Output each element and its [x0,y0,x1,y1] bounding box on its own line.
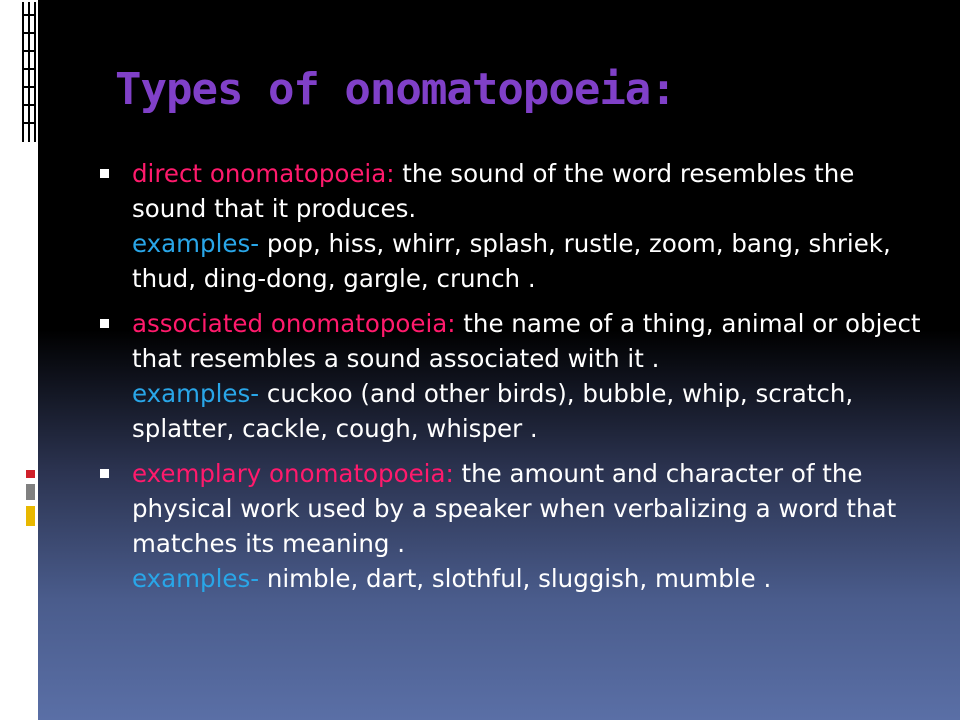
definition-text: the amount and character of the physical work used by a speaker when verbalizing a word that matches its meaning . [132,459,897,558]
stripe-line [22,2,24,142]
stripe-line [22,86,36,88]
definition-text: the name of a thing, animal or object that resembles a sound associated with it . [132,309,921,373]
term-label: exemplary onomatopoeia: [132,459,454,488]
gold-block [26,506,35,526]
stripe-line [28,2,30,142]
term-label: direct onomatopoeia: [132,159,395,188]
red-block [26,470,35,478]
term-label: associated onomatopoeia: [132,309,456,338]
square-bullet-icon [100,169,109,178]
color-blocks-decoration [26,470,38,530]
list-item [100,456,930,596]
examples-text: nimble, dart, slothful, sluggish, mumble . [259,564,772,593]
stripe-line [34,2,36,142]
stripe-line [22,14,36,16]
list-item [100,306,930,446]
stripe-line [22,104,36,106]
stripe-line [22,32,36,34]
list-item [100,156,930,296]
slide-title: Types of onomatopoeia: [115,64,676,115]
examples-label: examples- [132,379,260,408]
examples-label: examples- [132,229,260,258]
examples-label: examples- [132,564,260,593]
stripe-line [22,68,36,70]
stripe-line [22,50,36,52]
square-bullet-icon [100,319,109,328]
examples-text: pop, hiss, whirr, splash, rustle, zoom, bang, shriek, thud, ding-dong, gargle, crunch . [132,229,891,293]
top-stripes-decoration [22,2,40,142]
examples-text: cuckoo (and other birds), bubble, whip, scratch, splatter, cackle, cough, whisper . [132,379,854,443]
stripe-line [22,122,36,124]
square-bullet-icon [100,469,109,478]
gray-block [26,484,35,500]
definition-text: the sound of the word resembles the sound that it produces. [132,159,855,223]
bullet-list [100,156,930,606]
